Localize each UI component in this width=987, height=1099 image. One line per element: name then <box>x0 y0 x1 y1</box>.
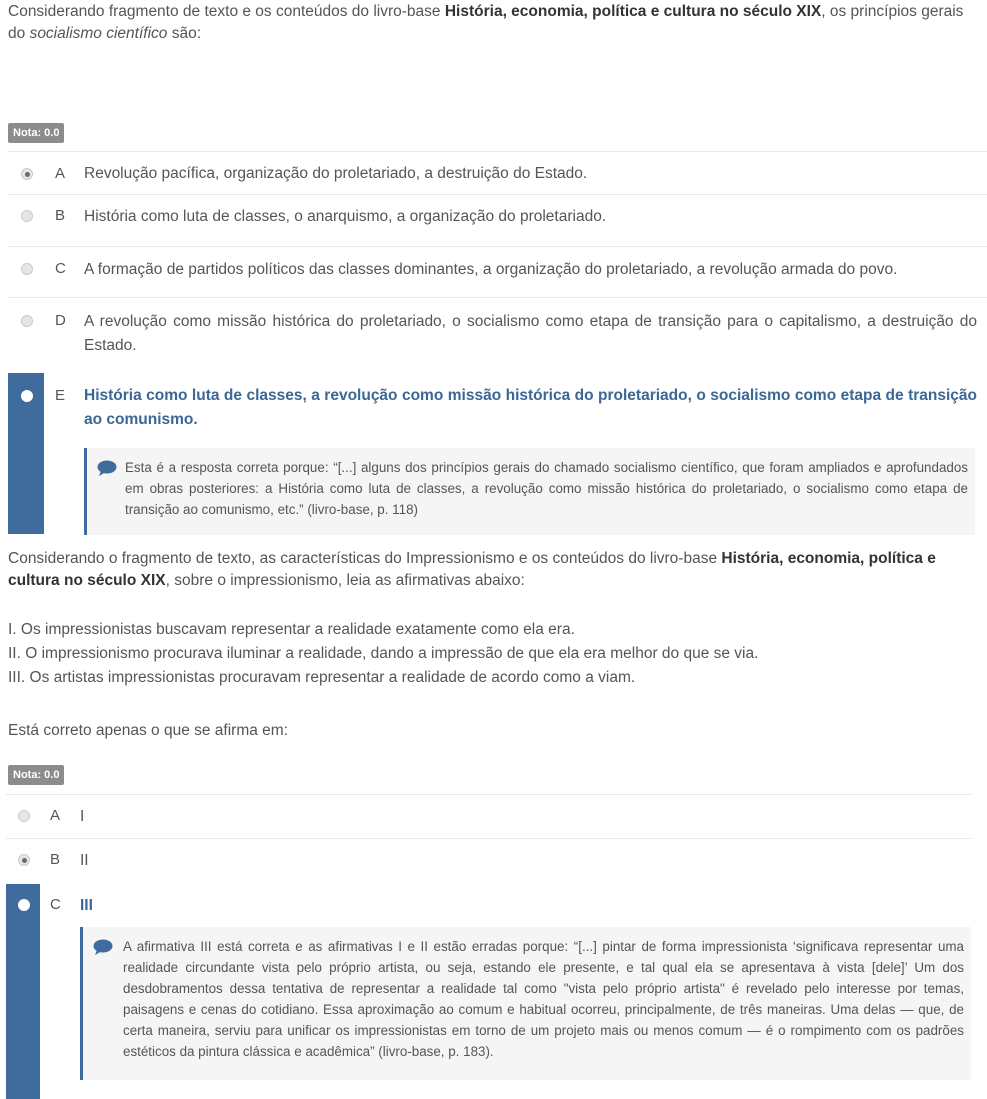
radio-button[interactable] <box>18 899 30 911</box>
radio-button[interactable] <box>21 210 33 222</box>
grade-badge: Nota: 0.0 <box>8 123 64 143</box>
option-a[interactable] <box>8 151 987 194</box>
feedback-text: A afirmativa III está correta e as afirmativas I e II estão erradas porque: “[...] pintar de forma impressionista ‘significava representar uma realidade circundante vista pelo próprio artista, ou seja, estando ele presente, e tal qual ela se apresentava à vista [dele]’ Um dos desdobramentos dessa tentativa de representar a realidade tal como "vista pelo próprio artista" é revelado pelo interesse por temas, paisagens e cenas do cotidiano. Essa aproximação ao comum e habitual ocorreu, principalmente, de três maneiras. Uma delas — que, de certa maneira, serviu para unificar os impressionistas em torno de um projeto mais ou menos comum — é o rompimento com os padrões estéticos da pintura clássica e acadêmica” (livro-base, p. 183). <box>123 939 964 1059</box>
emphasis-term: socialismo científico <box>29 25 168 42</box>
option-a[interactable] <box>6 794 971 838</box>
radio-button[interactable] <box>21 315 33 327</box>
question-2-prompt: Considerando o fragmento de texto, as características do Impressionismo e os conteúdos do livro-base História, economia, política e cultura no século XIX, sobre o impressionismo, leia as afirmativas abaixo: <box>8 550 936 589</box>
option-letter: E <box>55 387 66 404</box>
speech-bubble-icon <box>97 460 117 477</box>
option-text: História como luta de classes, o anarquismo, a organização do proletariado. <box>84 208 607 225</box>
radio-button-selected[interactable] <box>18 854 30 866</box>
feedback-box <box>80 927 971 1080</box>
option-text: A revolução como missão histórica do proletariado, o socialismo como etapa de transição para o capitalismo, a destruição do Estado. <box>84 313 977 354</box>
option-b[interactable] <box>8 194 987 246</box>
book-title: História, economia, política e cultura no século XIX <box>8 550 936 589</box>
option-text: Revolução pacífica, organização do proletariado, a destruição do Estado. <box>84 165 588 182</box>
option-letter: A <box>55 165 66 182</box>
option-letter: D <box>55 312 66 329</box>
feedback-box <box>84 448 975 535</box>
option-letter: C <box>50 896 61 913</box>
radio-button[interactable] <box>21 390 33 402</box>
radio-button[interactable] <box>18 810 30 822</box>
option-c-correct[interactable] <box>6 883 971 1099</box>
speech-bubble-icon <box>93 939 113 956</box>
book-title: História, economia, política e cultura no século XIX <box>444 3 822 20</box>
statement-2: II. O impressionismo procurava iluminar a realidade, dando a impressão de que ela era melhor do que se via. <box>8 645 759 662</box>
option-text: A formação de partidos políticos das classes dominantes, a organização do proletariado, a revolução armada do povo. <box>84 261 898 278</box>
option-b[interactable] <box>6 838 971 883</box>
option-c[interactable] <box>8 246 987 297</box>
option-letter: C <box>55 260 66 277</box>
question-2-instruction: Está correto apenas o que se afirma em: <box>8 722 289 739</box>
radio-button-selected[interactable] <box>21 168 33 180</box>
statement-1: I. Os impressionistas buscavam representar a realidade exatamente como ela era. <box>8 621 575 638</box>
option-letter: A <box>50 807 61 824</box>
option-e-correct[interactable] <box>8 372 987 534</box>
radio-button[interactable] <box>21 263 33 275</box>
option-letter: B <box>50 851 61 868</box>
feedback-text: Esta é a resposta correta porque: “[...] alguns dos princípios gerais do chamado socialismo científico, que foram ampliados e aprofundados em obras posteriores: a História como luta de classes, a revolução como missão histórica do proletariado, o socialismo como etapa de transição ao comunismo, etc.” (livro-base, p. 118) <box>125 460 968 517</box>
option-text: II <box>80 852 89 869</box>
correct-answer-text: História como luta de classes, a revolução como missão histórica do proletariado, o socialismo como etapa de transição ao comunismo. <box>84 387 977 428</box>
option-d[interactable] <box>8 297 987 372</box>
option-letter: B <box>55 207 66 224</box>
grade-badge: Nota: 0.0 <box>8 765 64 785</box>
statement-3: III. Os artistas impressionistas procuravam representar a realidade de acordo como a viam. <box>8 669 636 686</box>
correct-answer-text: III <box>80 897 93 914</box>
option-text: I <box>80 808 85 825</box>
question-1-prompt: Considerando fragmento de texto e os conteúdos do livro-base História, economia, política e cultura no século XIX, os princípios gerais do socialismo científico são: <box>8 3 964 42</box>
